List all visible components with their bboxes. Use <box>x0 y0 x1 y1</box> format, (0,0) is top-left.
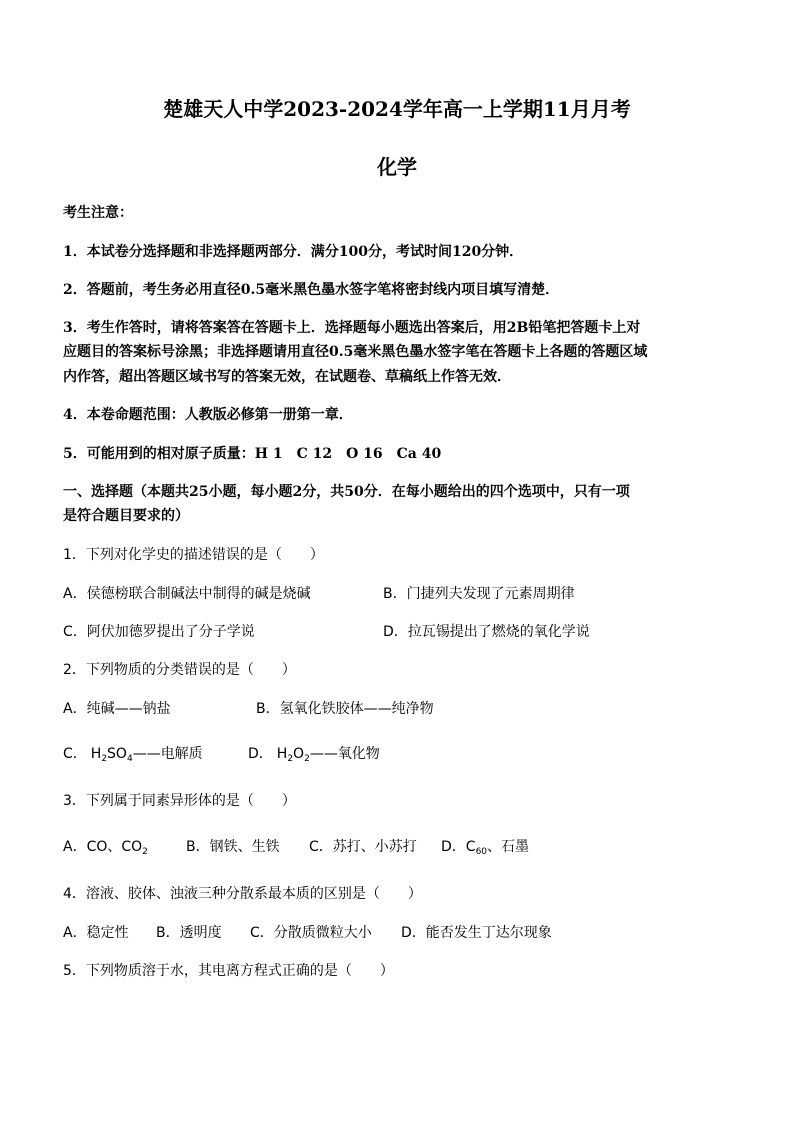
option-d: D．$C_{60}$、石墨 <box>441 839 530 857</box>
notice-item: 应题目的答案标号涂黑；非选择题请用直径0.5毫米黑色墨水签字笔在答题卡上各题的答题区域 <box>63 344 648 360</box>
option-c: C．分散质微粒大小 <box>250 925 372 941</box>
notice-item: 2．答题前，考生务必用直径0.5毫米黑色墨水签字笔将密封线内项目填写清楚． <box>63 282 560 298</box>
option-c: C．苏打、小苏打 <box>309 839 417 855</box>
option-c: C．阿伏加德罗提出了分子学说 <box>63 624 255 640</box>
exam-subject: 化学 <box>377 155 417 179</box>
option-b: B．透明度 <box>156 925 222 941</box>
question-stem: 5．下列物质溶于水，其电离方程式正确的是（ ） <box>63 963 394 979</box>
question-stem: 1．下列对化学史的描述错误的是（ ） <box>63 547 324 563</box>
notice-heading: 考生注意： <box>63 205 133 221</box>
option-a: A．侯德榜联合制碱法中制得的碱是烧碱 <box>63 586 311 602</box>
option-d: D．能否发生丁达尔现象 <box>401 925 552 941</box>
notice-item: 4．本卷命题范围：人教版必修第一册第一章． <box>63 407 353 423</box>
notice-item: 1．本试卷分选择题和非选择题两部分．满分100分，考试时间120分钟． <box>63 244 524 260</box>
section-heading-cont: 是符合题目要求的） <box>63 508 189 524</box>
notice-item: 3．考生作答时，请将答案答在答题卡上．选择题每小题选出答案后，用2B铅笔把答题卡上对 <box>63 320 641 336</box>
question-stem: 4．溶液、胶体、浊液三种分散系最本质的区别是（ ） <box>63 886 422 902</box>
option-d: D． $H_2O_2——$氧化物 <box>248 746 380 764</box>
section-heading: 一、选择题（本题共25小题，每小题2分，共50分．在每小题给出的四个选项中，只有一项 <box>63 484 630 500</box>
option-a: A．纯碱——钠盐 <box>63 701 171 717</box>
notice-item: 内作答，超出答题区域书写的答案无效，在试题卷、草稿纸上作答无效． <box>63 369 511 385</box>
option-a: A．CO、$CO_2$ <box>63 839 148 857</box>
option-b: B．氢氧化铁胶体——纯净物 <box>256 701 434 717</box>
option-c: C． $H_2SO_4——$电解质 <box>63 746 203 764</box>
notice-item: 5．可能用到的相对原子质量：H 1 C 12 O 16 Ca 40 <box>63 446 442 462</box>
option-b: B．钢铁、生铁 <box>186 839 280 855</box>
option-b: B．门捷列夫发现了元素周期律 <box>383 586 575 602</box>
question-stem: 2．下列物质的分类错误的是（ ） <box>63 662 296 678</box>
option-d: D．拉瓦锡提出了燃烧的氧化学说 <box>383 624 590 640</box>
chemical-formula: $H_2O_2$ <box>276 746 310 764</box>
option-a: A．稳定性 <box>63 925 129 941</box>
exam-title: 楚雄天人中学2023-2024学年高一上学期11月月考 <box>163 97 631 121</box>
chemical-formula: $H_2SO_4$ <box>90 746 133 764</box>
question-stem: 3．下列属于同素异形体的是（ ） <box>63 793 296 809</box>
